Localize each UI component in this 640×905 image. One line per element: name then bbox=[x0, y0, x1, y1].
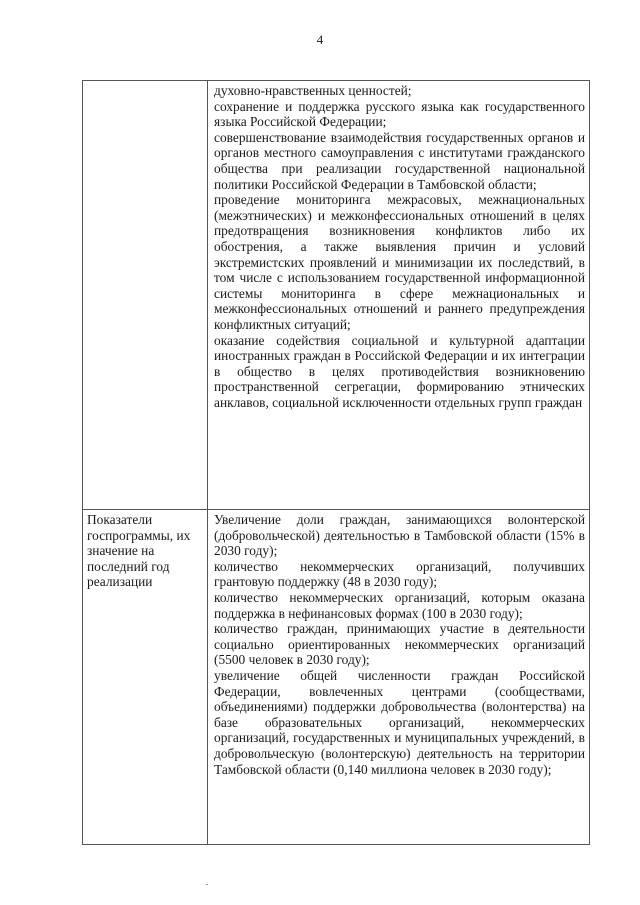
row-content-cell bbox=[208, 81, 590, 510]
paragraph: сохранение и поддержка русского языка как государственного языка Российской Федерации; bbox=[214, 98, 585, 130]
indicator-item: количество граждан, принимающих участие в деятельности социально ориентированных некоммерческих организаций (5500 человек в 2030 году); bbox=[214, 621, 585, 668]
scan-speck bbox=[206, 884, 208, 885]
program-passport-table bbox=[82, 80, 590, 845]
indicator-item: Увеличение доли граждан, занимающихся волонтерской (добровольческой) деятельностью в Тамбовской области (15% в 2030 году); bbox=[214, 512, 585, 559]
indicator-item: количество некоммерческих организаций, которым оказана поддержка в нефинансовых формах (100 в 2030 году); bbox=[214, 589, 585, 621]
paragraph: духовно-нравственных ценностей; bbox=[214, 83, 412, 98]
paragraph: проведение мониторинга межрасовых, межнациональных (межэтнических) и межконфессиональных отношений в целях предотвращения возникновения конфликтов либо их обострения, а также выявления причин и условий экстремистских проявлений и минимизации их последствий, в том числе с использованием государственной информационной системы мониторинга в сфере межнациональных и межконфессиональных отношений и раннего предупреждения конфликтных ситуаций; bbox=[214, 192, 585, 332]
paragraph: совершенствование взаимодействия государственных органов и органов местного самоуправления с институтами гражданского общества при реализации государственной национальной политики Российской Федерации в Тамбовской области; bbox=[214, 129, 585, 192]
indicators-content-cell bbox=[208, 510, 590, 845]
table-row bbox=[83, 81, 590, 510]
indicators-label: Показатели госпрограммы, их значение на последний год реализации bbox=[83, 510, 208, 845]
table-row bbox=[83, 510, 590, 845]
indicator-item: увеличение общей численности граждан Российской Федерации, вовлеченных центрами (сообществами, объединениями) поддержки добровольчества (волонтерства) на базе образовательных организаций, некоммерческих организаций, государственных и муниципальных учреждений, в добровольческую (волонтерскую) деятельность на территории Тамбовской области (0,140 миллиона человек в 2030 году); bbox=[214, 667, 585, 777]
paragraph: оказание содействия социальной и культурной адаптации иностранных граждан в Российской Федерации и их интеграции в общество в целях противодействия возникновению пространственной сегрегации, формированию этнических анклавов, социальной исключенности отдельных групп граждан bbox=[214, 332, 585, 410]
row-label-cell bbox=[83, 81, 208, 510]
indicator-item: количество некоммерческих организаций, получивших грантовую поддержку (48 в 2030 году); bbox=[214, 558, 585, 590]
page-number: 4 bbox=[316, 32, 324, 47]
